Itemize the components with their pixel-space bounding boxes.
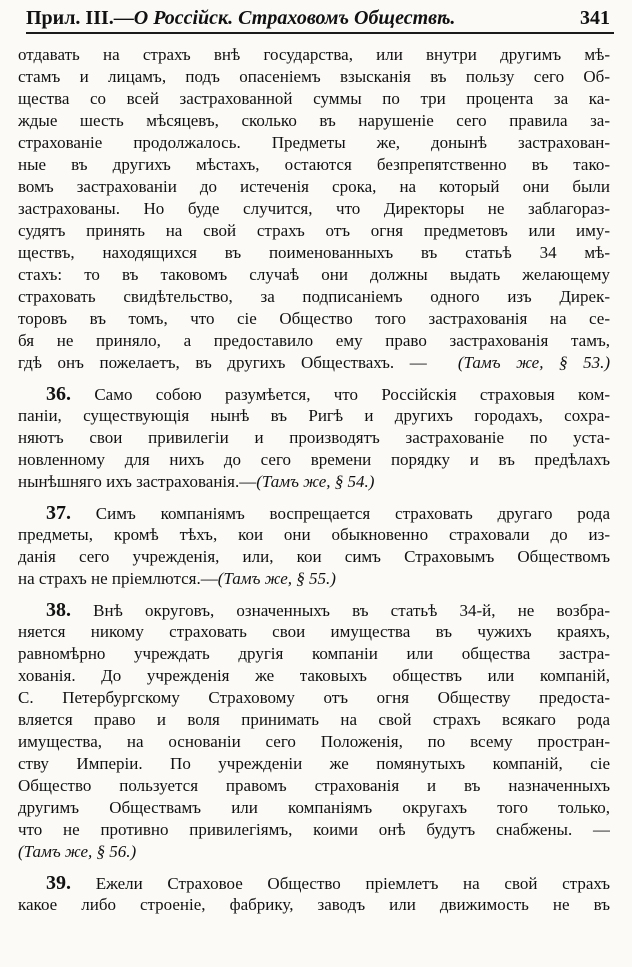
text-line — [18, 599, 610, 621]
text-line-with-reference — [18, 841, 610, 863]
text-fragment: нынѣшняго ихъ застрахованія.— — [18, 472, 257, 491]
appendix-label: Прил. III.— — [26, 7, 134, 29]
text-line: ществъ, находящихся въ поименованныхъ въ статьѣ 34 мѣ- — [18, 243, 610, 262]
text-line: паніи, существующія нынѣ въ Ригѣ и другихъ городахъ, сохра- — [18, 406, 610, 425]
text-line: какое либо строеніе, фабрику, заводъ или движимость не въ — [18, 895, 610, 914]
text-line: данія сего учрежденія, или, кои симъ Страховымъ Обществомъ — [18, 547, 610, 566]
text-line — [18, 872, 610, 894]
text-line: С. Петербургскому Страховому отъ огня Обществу предоста- — [18, 688, 610, 707]
running-title — [26, 4, 455, 32]
article-38 — [18, 599, 610, 863]
source-reference: (Тамъ же, § 56.) — [18, 842, 137, 861]
text-line — [18, 502, 610, 524]
text-line: няется никому страховать свои имущества въ чужихъ краяхъ, — [18, 622, 610, 641]
text-fragment: гдѣ онъ пожелаетъ, въ другихъ Обществахъ. — — [18, 353, 427, 372]
text-line: вомъ застрахованіи до истеченія срока, на который они были — [18, 177, 610, 196]
text-fragment: Ежели Страховое Общество пріемлетъ на свой страхъ — [95, 874, 610, 893]
text-line: страхованіе продолжалось. Предметы же, донынѣ застрахован- — [18, 133, 610, 152]
text-line: равномѣрно учреждать другія компаніи или общества застра- — [18, 644, 610, 663]
text-fragment: Внѣ округовъ, означенныхъ въ статьѣ 34-й, не возбра- — [93, 601, 610, 620]
text-line: судятъ принять на свой страхъ отъ огня предметовъ или иму- — [18, 221, 610, 240]
text-line — [18, 383, 610, 405]
paragraph-gap — [18, 493, 610, 502]
body-text — [18, 44, 610, 916]
text-line: щества со всей застрахованной суммы по три процента за ка- — [18, 89, 610, 108]
page-number: 341 — [580, 7, 610, 29]
article-number: 37. — [46, 502, 71, 524]
text-line: няютъ свои привилегіи и производятъ застрахованіе по уста- — [18, 428, 610, 447]
article-number: 36. — [46, 383, 71, 405]
text-line: бя не приняло, а предоставило ему право застрахованія тамъ, — [18, 331, 610, 350]
source-reference: (Тамъ же, § 54.) — [256, 472, 375, 491]
text-line: стамъ и лицамъ, подъ опасеніемъ взысканія въ пользу сего Об- — [18, 67, 610, 86]
text-line: ству Имперіи. По учрежденіи же помянутыхъ компаній, сіе — [18, 754, 610, 773]
text-fragment: Само собою разумѣется, что Россійскія страховыя ком- — [94, 385, 610, 404]
section-title: О Россійск. Страховомъ Обществѣ. — [133, 7, 456, 29]
paragraph-gap — [18, 374, 610, 383]
text-line: страховать свидѣтельство, за подписаніемъ одного изъ Дирек- — [18, 287, 610, 306]
text-line: что не противно привилегіямъ, коими онѣ будутъ снабжены. — — [18, 820, 610, 839]
paragraph-gap — [18, 590, 610, 599]
text-line: торовъ въ томъ, что сіе Общество того застрахованія на се- — [18, 309, 610, 328]
text-line: ные въ другихъ мѣстахъ, остаются безпрепятственно въ тако- — [18, 155, 610, 174]
text-fragment: на страхъ не пріемлются.— — [18, 569, 218, 588]
text-line: хованія. До учрежденія же таковыхъ обществъ или компаній, — [18, 666, 610, 685]
text-line: вляется право и воля принимать на свой страхъ всякаго рода — [18, 710, 610, 729]
article-number: 39. — [46, 872, 71, 894]
text-fragment: Симъ компаніямъ воспрещается страховать другаго рода — [95, 504, 610, 523]
text-line: отдавать на страхъ внѣ государства, или внутри другимъ мѣ- — [18, 45, 610, 64]
text-line-with-reference — [18, 568, 610, 590]
text-line-with-reference — [18, 352, 610, 374]
text-line: предметы, кромѣ тѣхъ, кои они обыкновенно страховали до из- — [18, 525, 610, 544]
text-line: другимъ Обществамъ или компаніямъ округахъ того только, — [18, 798, 610, 817]
paragraph-gap — [18, 863, 610, 872]
article-number: 38. — [46, 599, 71, 621]
source-reference: (Тамъ же, § 53.) — [457, 353, 610, 372]
article-39 — [18, 872, 610, 916]
text-line: Общество пользуется правомъ страхованія и въ назначенныхъ — [18, 776, 610, 795]
paragraph-continued — [18, 44, 610, 374]
text-line: имущества, на основаніи сего Положенія, по всему простран- — [18, 732, 610, 751]
text-line: ждые шесть мѣсяцевъ, сколько въ нарушеніе сего правила за- — [18, 111, 610, 130]
article-37 — [18, 502, 610, 590]
source-reference: (Тамъ же, § 55.) — [217, 569, 336, 588]
text-line: стахъ: то въ таковомъ случаѣ они должны выдать желающему — [18, 265, 610, 284]
text-line: новленному для нихъ до сего времени порядку и въ предѣлахъ — [18, 450, 610, 469]
page-header — [26, 4, 614, 34]
text-line-with-reference — [18, 471, 610, 493]
article-36 — [18, 383, 610, 493]
text-line: застрахованы. Но буде случится, что Директоры не заблагораз- — [18, 199, 610, 218]
